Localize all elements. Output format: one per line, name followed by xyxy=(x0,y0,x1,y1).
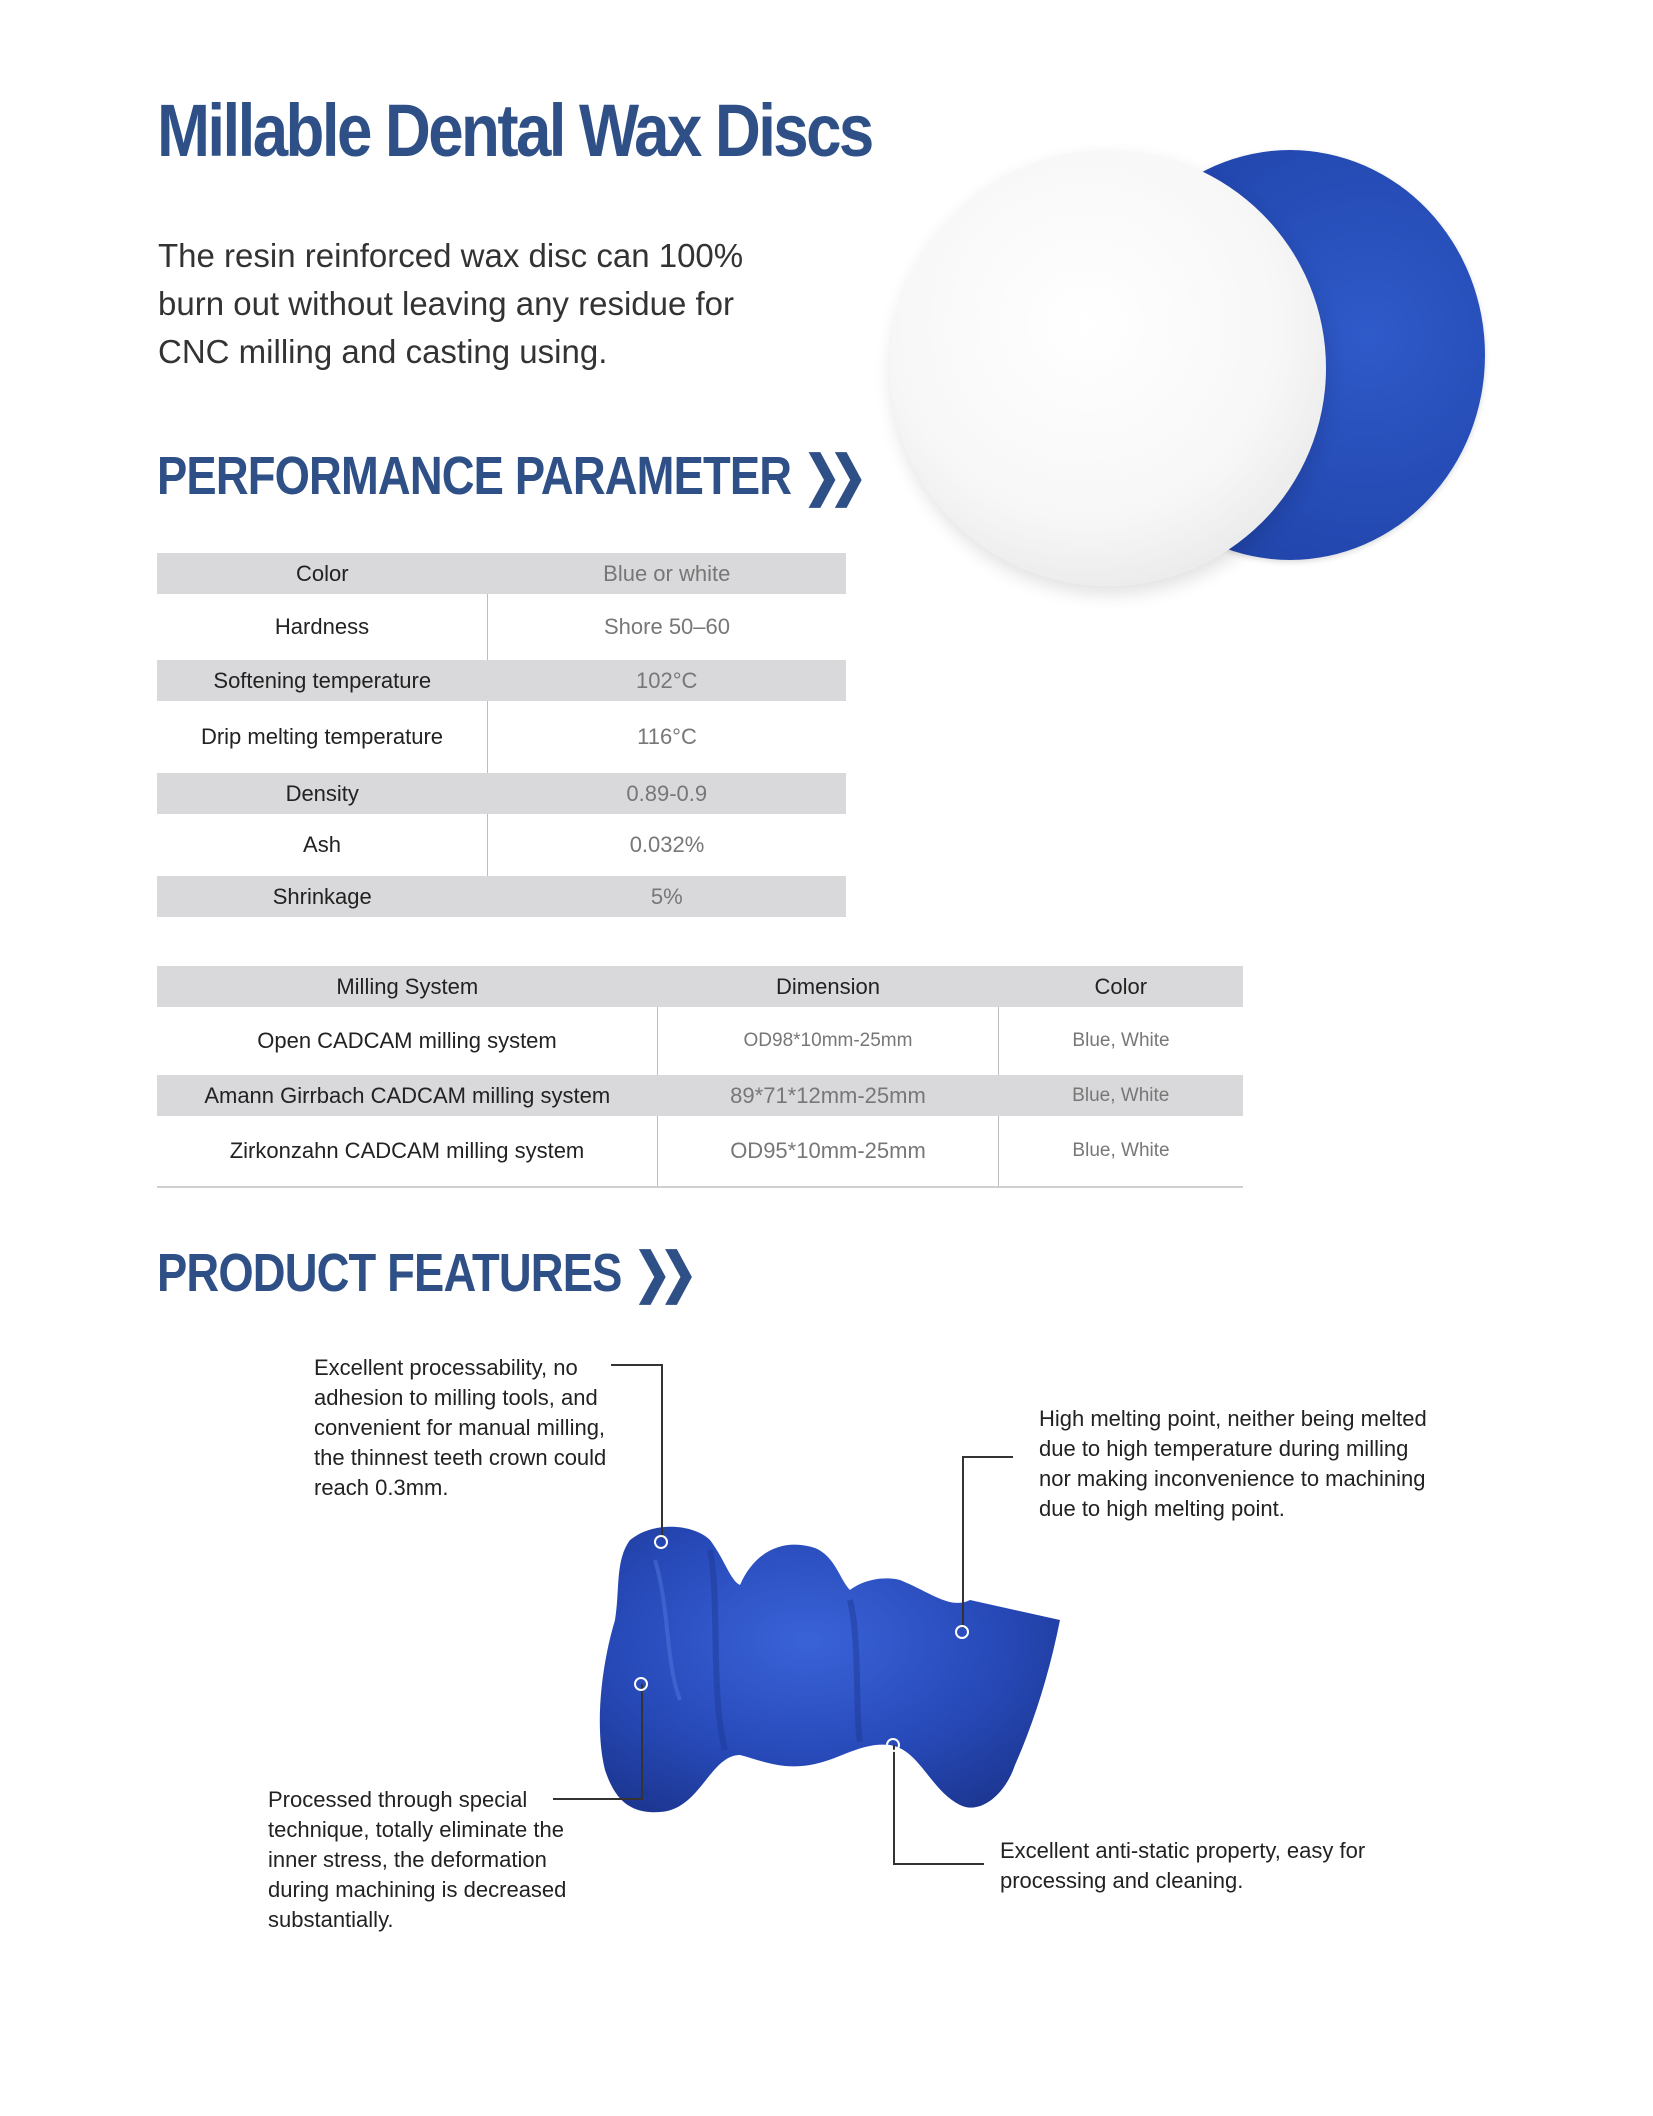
param-value: Shore 50–60 xyxy=(488,594,847,660)
performance-table xyxy=(157,553,846,917)
double-chevron-right-icon: ❯❯ xyxy=(802,446,856,506)
table-row xyxy=(157,1007,1243,1075)
table-row xyxy=(157,814,846,876)
table-header-row xyxy=(157,966,1243,1007)
param-label: Density xyxy=(157,773,488,814)
callout-marker xyxy=(955,1625,969,1639)
callout-marker xyxy=(886,1738,900,1752)
table-cell: Open CADCAM milling system xyxy=(257,1028,557,1053)
table-row xyxy=(157,660,846,701)
feature-text-inner-stress: Processed through special technique, totally eliminate the inner stress, the deformation during machining is decreased substantially. xyxy=(268,1787,567,1932)
features-heading xyxy=(157,1241,686,1304)
callout-marker xyxy=(634,1677,648,1691)
wax-crown-image xyxy=(560,1520,1080,1820)
table-cell: 89*71*12mm-25mm xyxy=(658,1075,999,1116)
table-cell: OD95*10mm-25mm xyxy=(658,1116,999,1187)
param-label: Ash xyxy=(303,832,341,857)
table-row xyxy=(157,773,846,814)
table-cell: Zirkonzahn CADCAM milling system xyxy=(229,1138,585,1163)
callout-marker xyxy=(654,1535,668,1549)
callout-line xyxy=(893,1745,895,1865)
callout-line xyxy=(962,1456,964,1628)
param-label: Drip melting temperature xyxy=(200,724,444,749)
milling-system-table xyxy=(157,966,1243,1188)
callout-line xyxy=(893,1863,984,1865)
table-cell: OD98*10mm-25mm xyxy=(658,1007,999,1075)
callout-line xyxy=(611,1364,663,1366)
table-row xyxy=(157,1075,1243,1116)
table-cell: Amann Girrbach CADCAM milling system xyxy=(157,1075,658,1116)
feature-text-processability: Excellent processability, no adhesion to milling tools, and convenient for manual milling, the thinnest teeth crown could reach 0.3mm. xyxy=(314,1355,607,1500)
callout-line xyxy=(641,1684,643,1800)
table-cell: Blue, White xyxy=(999,1116,1244,1187)
feature-text-melting-point: High melting point, neither being melted due to high temperature during milling nor making inconvenience to machining due to high melting point. xyxy=(1039,1406,1427,1521)
callout-line xyxy=(962,1456,1013,1458)
param-value: Blue or white xyxy=(488,553,847,594)
performance-heading xyxy=(157,444,855,507)
features-heading-text: PRODUCT FEATURES xyxy=(157,1243,622,1303)
param-label: Softening temperature xyxy=(157,660,488,701)
column-header: Dimension xyxy=(658,966,999,1007)
param-value: 116°C xyxy=(488,701,847,773)
table-row xyxy=(157,1116,1243,1187)
table-row xyxy=(157,553,846,594)
param-value: 5% xyxy=(488,876,847,917)
callout-line xyxy=(661,1364,663,1538)
feature-text-anti-static: Excellent anti-static property, easy for processing and cleaning. xyxy=(1000,1838,1366,1893)
param-value: 102°C xyxy=(488,660,847,701)
param-value: 0.032% xyxy=(488,814,847,876)
intro-text: The resin reinforced wax disc can 100% burn out without leaving any residue for CNC milling and casting using. xyxy=(158,237,744,370)
param-label: Color xyxy=(157,553,488,594)
param-value: 0.89-0.9 xyxy=(488,773,847,814)
double-chevron-right-icon: ❯❯ xyxy=(633,1243,686,1303)
table-row xyxy=(157,876,846,917)
table-row xyxy=(157,701,846,773)
page-title: Millable Dental Wax Discs xyxy=(157,89,872,172)
table-cell: Blue, White xyxy=(999,1075,1244,1116)
table-cell: Blue, White xyxy=(999,1007,1244,1075)
white-wax-disc-image xyxy=(890,150,1326,586)
column-header: Color xyxy=(999,966,1244,1007)
callout-line xyxy=(553,1798,643,1800)
performance-heading-text: PERFORMANCE PARAMETER xyxy=(157,446,792,506)
wax-crown-shape xyxy=(600,1527,1060,1812)
param-label: Hardness xyxy=(274,614,370,639)
table-row xyxy=(157,594,846,660)
column-header: Milling System xyxy=(157,966,658,1007)
param-label: Shrinkage xyxy=(157,876,488,917)
